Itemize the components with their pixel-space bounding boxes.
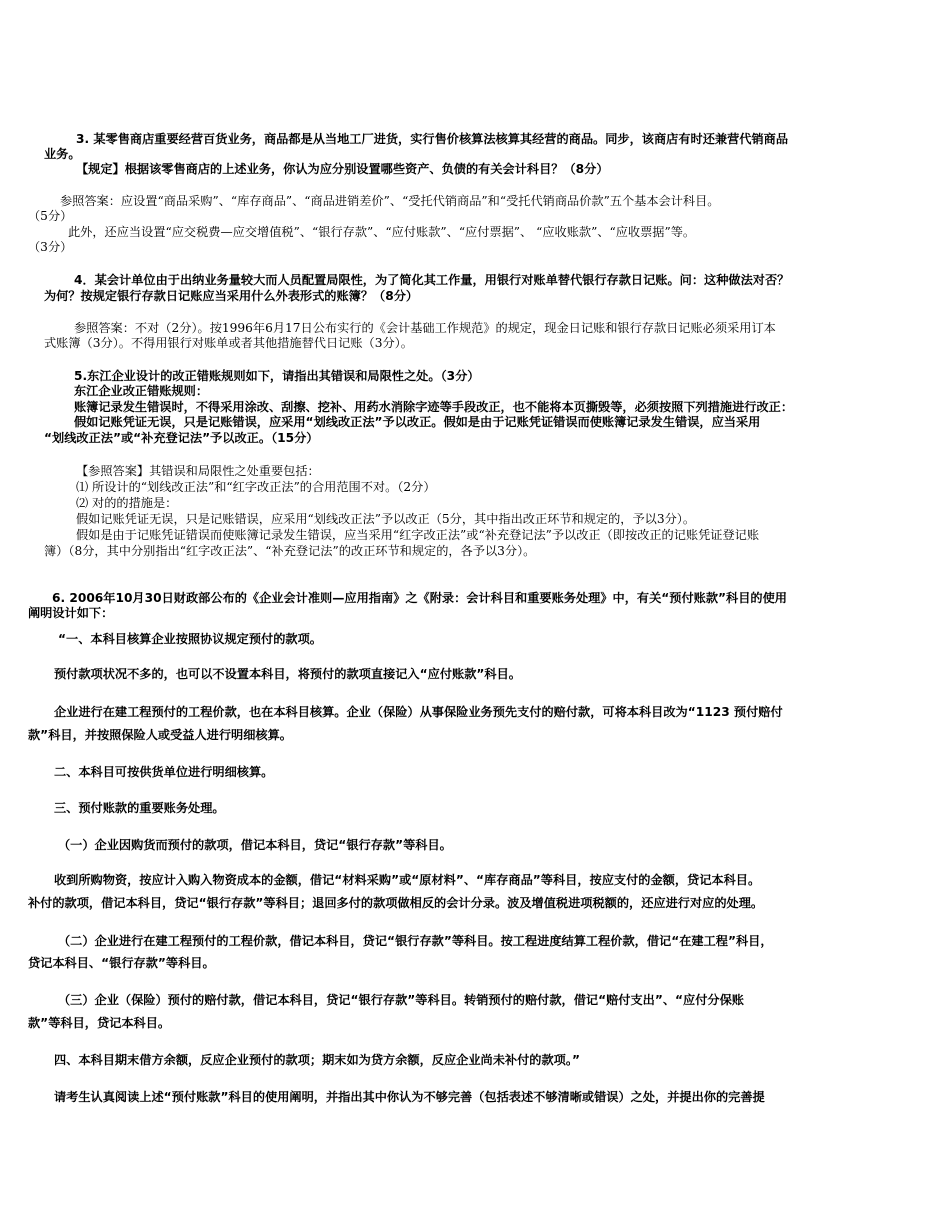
- q6-paragraph-8-line-2: 贷记本科目、“银行存款”等科目。: [28, 956, 215, 970]
- q3-requirement: 【规定】根据该零售商店的上述业务，你认为应分别设置哪些资产、负债的有关会计科目？（8分）: [76, 162, 609, 176]
- q4-text-line-2: 为何？按规定银行存款日记账应当采用什么外表形式的账簿？（8分）: [44, 289, 419, 303]
- q6-paragraph-10: 四、本科目期末借方余额，反应企业预付的款项；期末如为贷方余额，反应企业尚未补付的款项。”: [54, 1053, 580, 1067]
- q6-paragraph-11: 请考生认真阅读上述“预付账款”科目的使用阐明，并指出其中你认为不够完善（包括表述不够清晰或错误）之处，并提出你的完善提: [54, 1090, 765, 1104]
- q5-text-line-2: 东江企业改正错账规则：: [74, 384, 209, 398]
- q4-text-line-1: 4．某会计单位由于出纳业务量较大而人员配置局限性，为了简化其工作量，用银行对账单替代银行存款日记账。问：这种做法对否？: [74, 273, 790, 287]
- q3-answer-line-3: 此外，还应当设置“应交税费—应交增值税”、“银行存款”、“应付账款”、“应付票据”、 “应收账款”、“应收票据”等。: [68, 225, 696, 239]
- q3-text-line-1: 3. 某零售商店重要经营百货业务，商品都是从当地工厂进货，实行售价核算法核算其经营的商品。同步，该商店有时还兼营代销商品: [76, 132, 789, 146]
- q6-paragraph-7-line-2: 补付的款项，借记本科目，贷记“银行存款”等科目；退回多付的款项做相反的会计分录。波及增值税进项税额的，还应进行对应的处理。: [28, 896, 764, 910]
- q6-paragraph-1: “一、本科目核算企业按照协议规定预付的款项。: [58, 632, 322, 646]
- q6-paragraph-9-line-1: （三）企业（保险）预付的赔付款，借记本科目，贷记“银行存款”等科目。转销预付的赔付款，借记“赔付支出”、“应付分保账: [58, 993, 744, 1007]
- q6-paragraph-6: （一）企业因购货而预付的款项，借记本科目，贷记“银行存款”等科目。: [58, 838, 452, 852]
- q3-answer-line-2: （5分）: [28, 209, 73, 223]
- q5-text-line-1: 5.东江企业设计的改正错账规则如下，请指出其错误和局限性之处。（3分）: [74, 369, 480, 383]
- q5-text-line-4: 假如记账凭证无误，只是记账错误，应采用“划线改正法”予以改正。假如是由于记账凭证错误而使账簿记录发生错误，应当采用: [74, 415, 761, 429]
- q3-answer-line-4: （3分）: [28, 240, 73, 254]
- q5-answer-line-5: 假如是由于记账凭证错误而使账簿记录发生错误，应当采用“红字改正法”或“补充登记法”予以改正（即按改正的记账凭证登记账: [76, 528, 760, 542]
- q6-paragraph-8-line-1: （二）企业进行在建工程预付的工程价款，借记本科目，贷记“银行存款”等科目。按工程进度结算工程价款，借记“在建工程”科目，: [58, 934, 773, 948]
- q6-paragraph-7-line-1: 收到所购物资，按应计入购入物资成本的金额，借记“材料采购”或“原材料”、“库存商品”等科目，按应支付的金额，贷记本科目。: [54, 873, 761, 887]
- q6-paragraph-3-line-1: 企业进行在建工程预付的工程价款，也在本科目核算。企业（保险）从事保险业务预先支付的赔付款，可将本科目改为“1123 预付赔付: [54, 705, 783, 719]
- q5-text-line-3: 账簿记录发生错误时，不得采用涂改、刮擦、挖补、用药水消除字迹等手段改正，也不能将本页撕毁等，必须按照下列措施进行改正：: [74, 400, 794, 414]
- q5-answer-line-3: ⑵ 对的的措施是：: [76, 496, 178, 510]
- q6-paragraph-2: 预付款项状况不多的，也可以不设置本科目，将预付的款项直接记入“应付账款”科目。: [54, 667, 521, 681]
- q6-paragraph-9-line-2: 款”等科目，贷记本科目。: [28, 1016, 171, 1030]
- q5-answer-line-6: 簿）（8分，其中分别指出“红字改正法”、“补充登记法”的改正环节和规定的，各予以3分）。: [44, 544, 536, 558]
- q6-text-line-1: 6. 2006年10月30日财政部公布的《企业会计准则—应用指南》之《附录：会计科目和重要账务处理》中，有关“预付账款”科目的使用: [52, 591, 787, 605]
- q3-text-line-2: 业务。: [44, 147, 81, 161]
- q6-text-line-2: 阐明设计如下：: [28, 606, 114, 620]
- q4-answer-line-1: 参照答案：不对（2分）。按1996年6月17日公布实行的《会计基础工作规范》的规定，现金日记账和银行存款日记账必须采用订本: [74, 321, 776, 335]
- q5-text-line-5: “划线改正法”或“补充登记法”予以改正。（15分）: [44, 431, 319, 445]
- q6-paragraph-5: 三、预付账款的重要账务处理。: [54, 801, 225, 815]
- q3-answer-line-1: 参照答案：应设置“商品采购”、“库存商品”、“商品进销差价”、“受托代销商品”和“受托代销商品价款”五个基本会计科目。: [60, 194, 720, 208]
- q5-answer-line-2: ⑴ 所设计的“划线改正法”和“红字改正法”的合用范围不对。（2分）: [76, 480, 436, 494]
- q5-answer-line-4: 假如记账凭证无误，只是记账错误，应采用“划线改正法”予以改正（5分，其中指出改正环节和规定的，予以3分）。: [76, 512, 696, 526]
- q6-paragraph-3-line-2: 款”科目，并按照保险人或受益人进行明细核算。: [28, 728, 292, 742]
- q5-answer-line-1: 【参照答案】其错误和局限性之处重要包括：: [76, 464, 320, 478]
- q6-paragraph-4: 二、本科目可按供货单位进行明细核算。: [54, 765, 274, 779]
- q4-answer-line-2: 式账簿（3分）。不得用银行对账单或者其他措施替代日记账（3分）。: [44, 336, 413, 350]
